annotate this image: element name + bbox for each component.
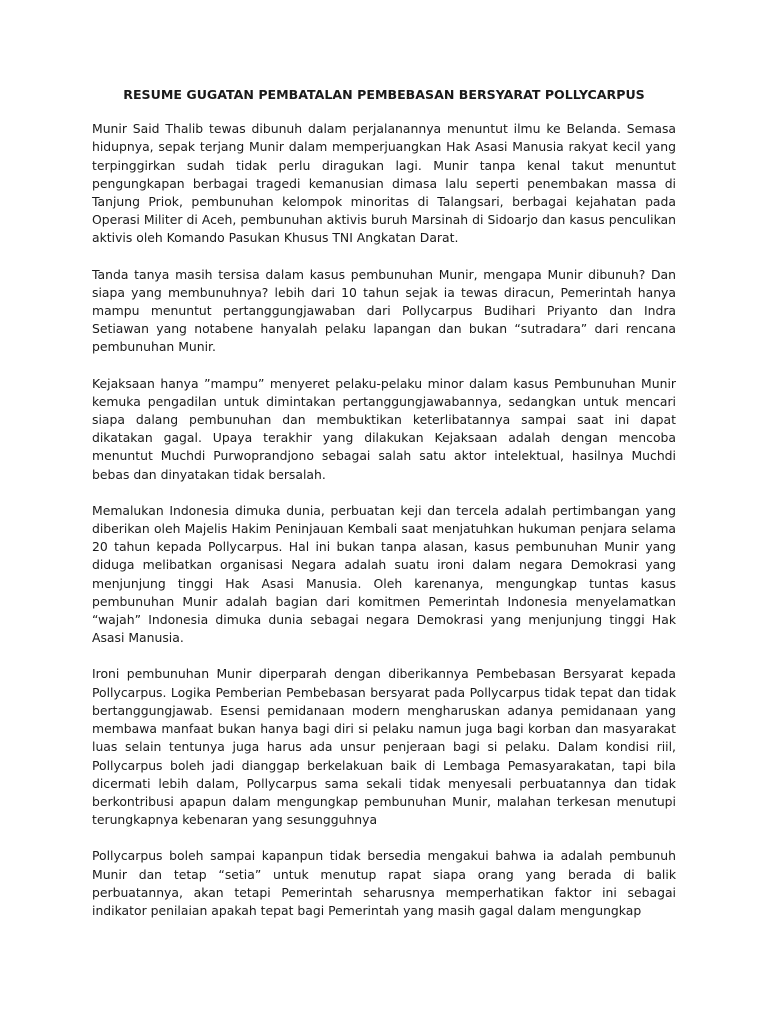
paragraph: Kejaksaan hanya ”mampu” menyeret pelaku-pelaku minor dalam kasus Pembunuhan Munir kemuka pengadilan untuk dimintakan pertanggungjawabannya, sedangkan untuk mencari siapa dalang pembunuhan dan membuktikan keterlibatannya sampai saat ini dapat dikatakan gagal. Upaya terakhir yang dilakukan Kejaksaan adalah dengan mencoba menuntut Muchdi Purwoprandjono sebagai salah satu aktor intelektual, hasilnya Muchdi bebas dan dinyatakan tidak bersalah. <box>92 375 676 482</box>
paragraph: Ironi pembunuhan Munir diperparah dengan diberikannya Pembebasan Bersyarat kepada Pollycarpus. Logika Pemberian Pembebasan bersyarat pada Pollycarpus tidak tepat dan tidak bertanggungjawab. Esensi pemidanaan modern mengharuskan adanya pemidanaan yang membawa manfaat bukan hanya bagi diri si pelaku namun juga bagi korban dan masyarakat luas selain tentunya juga harus ada unsur penjeraan bagi si pelaku. Dalam kondisi riil, Pollycarpus boleh jadi dianggap berkelakuan baik di Lembaga Pemasyarakatan, tapi bila dicermati lebih dalam, Pollycarpus sama sekali tidak menyesali perbuatannya dan tidak berkontribusi apapun dalam mengungkap pembunuhan Munir, malahan terkesan menutupi terungkapnya kebenaran yang sesungguhnya <box>92 666 676 828</box>
document-title: RESUME GUGATAN PEMBATALAN PEMBEBASAN BERSYARAT POLLYCARPUS <box>123 87 645 102</box>
paragraph: Munir Said Thalib tewas dibunuh dalam perjalanannya menuntut ilmu ke Belanda. Semasa hidupnya, sepak terjang Munir dalam memperjuangkan Hak Asasi Manusia rakyat kecil yang terpinggirkan sudah tidak perlu diragukan lagi. Munir tanpa kenal takut menuntut pengungkapan berbagai tragedi kemanusian dimasa lalu seperti penembakan massa di Tanjung Priok, pembunuhan kelompok minoritas di Talangsari, berbagai kejahatan pada Operasi Militer di Aceh, pembunuhan aktivis buruh Marsinah di Sidoarjo dan kasus penculikan aktivis oleh Komando Pasukan Khusus TNI Angkatan Darat. <box>92 121 676 246</box>
paragraph: Tanda tanya masih tersisa dalam kasus pembunuhan Munir, mengapa Munir dibunuh? Dan siapa yang membunuhnya? lebih dari 10 tahun sejak ia tewas diracun, Pemerintah hanya mampu menuntut pertanggungjawaban dari Pollycarpus Budihari Priyanto dan Indra Setiawan yang notabene hanyalah pelaku lapangan dan bukan “sutradara” dari rencana pembunuhan Munir. <box>92 266 676 355</box>
paragraph: Pollycarpus boleh sampai kapanpun tidak bersedia mengakui bahwa ia adalah pembunuh Munir dan tetap “setia” untuk menutup rapat siapa orang yang berada di balik perbuatannya, akan tetapi Pemerintah seharusnya memperhatikan faktor ini sebagai indikator penilaian apakah tepat bagi Pemerintah yang masih gagal dalam mengungkap <box>92 848 676 918</box>
document-body <box>92 86 676 938</box>
paragraph: Memalukan Indonesia dimuka dunia, perbuatan keji dan tercela adalah pertimbangan yang diberikan oleh Majelis Hakim Peninjauan Kembali saat menjatuhkan hukuman penjara selama 20 tahun kepada Pollycarpus. Hal ini bukan tanpa alasan, kasus pembunuhan Munir yang diduga melibatkan organisasi Negara adalah suatu ironi dalam negara Demokrasi yang menjunjung tinggi Hak Asasi Manusia. Oleh karenanya, mengungkap tuntas kasus pembunuhan Munir adalah bagian dari komitmen Pemerintah Indonesia menyelamatkan “wajah” Indonesia dimuka dunia sebagai negara Demokrasi yang menjunjung tinggi Hak Asasi Manusia. <box>92 502 676 646</box>
